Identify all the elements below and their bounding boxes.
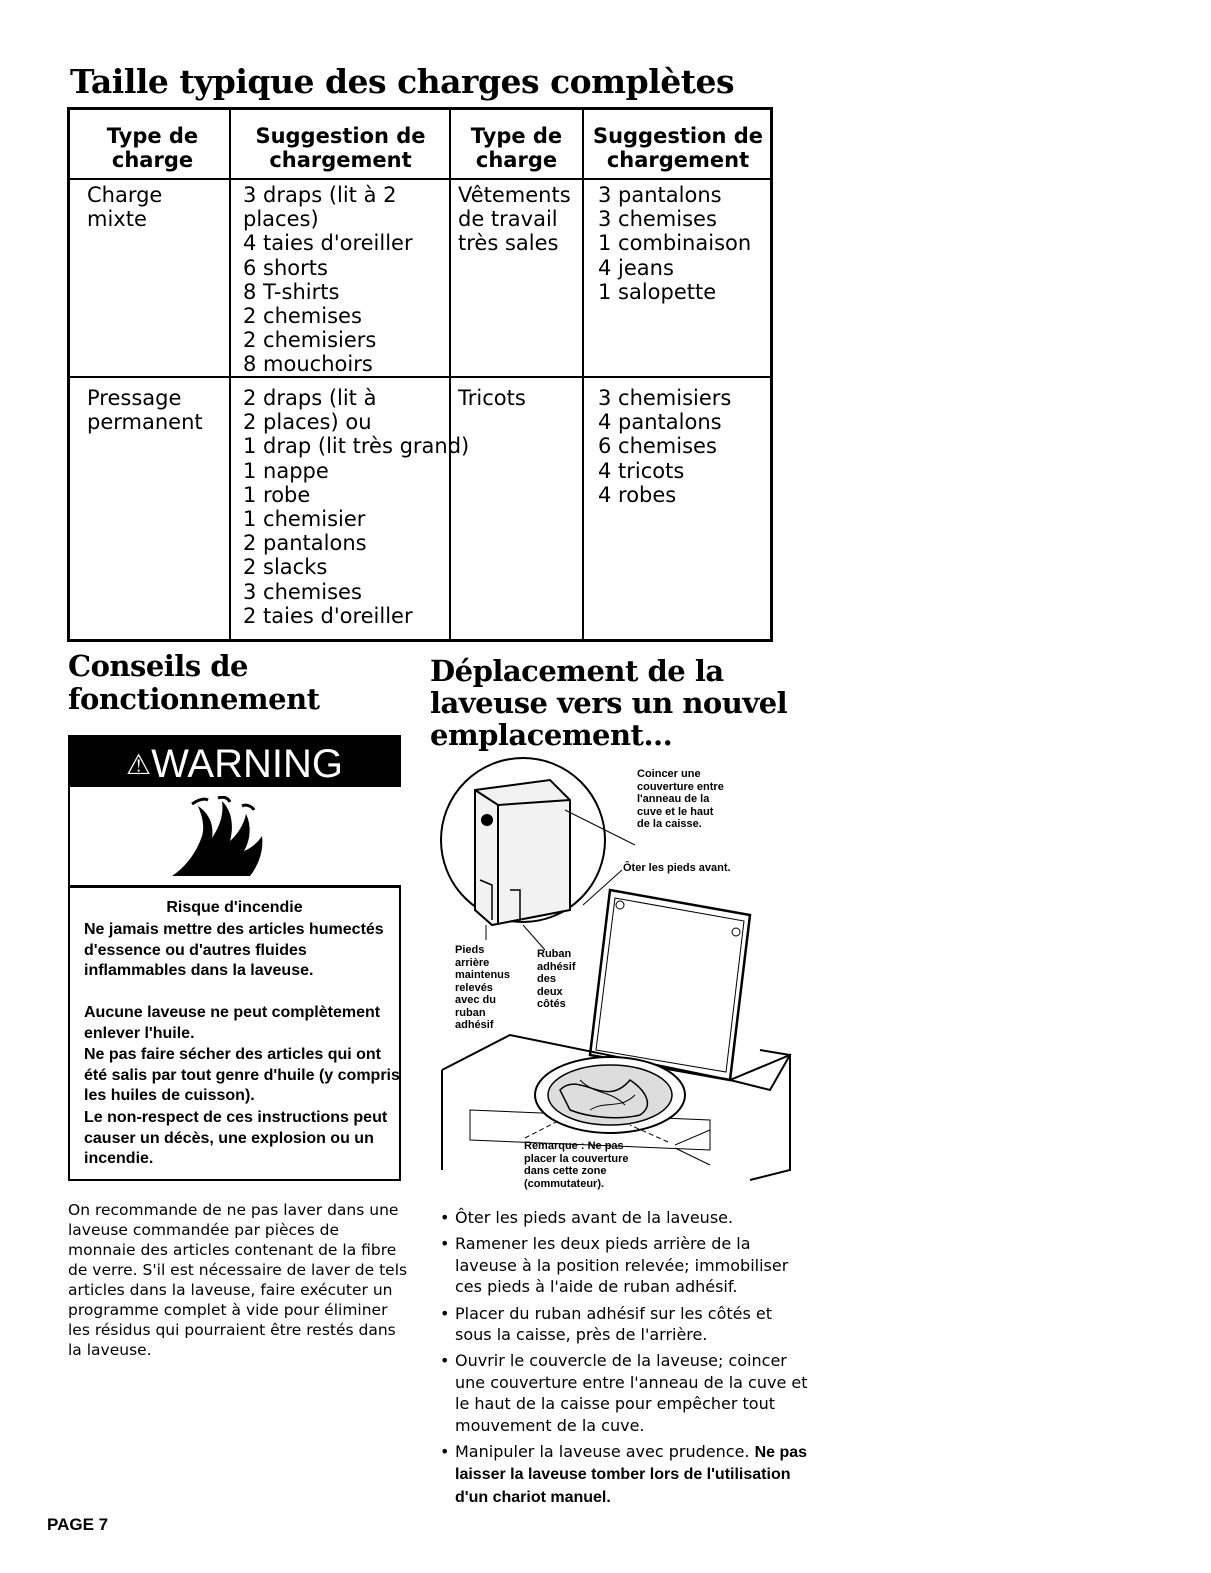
table-cell: Tricots bbox=[458, 386, 526, 410]
table-cell: Pressage permanent bbox=[87, 386, 203, 435]
callout-oter-pieds: Ôter les pieds avant. bbox=[623, 862, 731, 874]
table-cell: Vêtements de travail très sales bbox=[458, 183, 571, 256]
table-cell: 2 draps (lit à 2 places) ou 1 drap (lit très grand) 1 nappe 1 robe 1 chemisier 2 pantalons 2 slacks 3 chemises 2 taies d'oreiller bbox=[243, 386, 470, 628]
table-header: Type de charge bbox=[106, 124, 199, 173]
table-divider bbox=[70, 178, 770, 180]
section-title-conseils bbox=[68, 650, 320, 716]
warning-paragraph: Aucune laveuse ne peut complètement enlever l'huile. bbox=[84, 1004, 381, 1042]
table-header: Suggestion de chargement bbox=[592, 124, 764, 173]
list-item-text: Ôter les pieds avant de la laveuse. bbox=[455, 1208, 734, 1227]
list-item-text: Ramener les deux pieds arrière de la laveuse à la position relevée; immobiliser ces pieds à l'aide de ruban adhésif. bbox=[455, 1234, 789, 1297]
list-item-text: Manipuler la laveuse avec prudence. bbox=[455, 1442, 750, 1462]
warning-label: WARNING bbox=[151, 742, 343, 786]
callout-remarque: Remarque : Ne pas placer la couverture dans cette zone (commutateur). bbox=[524, 1140, 629, 1190]
title-line: emplacement... bbox=[430, 718, 673, 752]
callout-coincer: Coincer une couverture entre l'anneau de la cuve et le haut de la caisse. bbox=[637, 768, 724, 830]
load-size-table bbox=[67, 107, 773, 642]
table-cell: 3 draps (lit à 2 places) 4 taies d'oreiller 6 shorts 8 T-shirts 2 chemises 2 chemisiers 8 mouchoirs bbox=[243, 183, 413, 377]
table-cell: Charge mixte bbox=[87, 183, 163, 232]
list-item: • Manipuler la laveuse avec prudence. Ne pas laisser la laveuse tomber lors de l'utilisation d'un chariot manuel. bbox=[440, 1442, 808, 1506]
list-item-text: Placer du ruban adhésif sur les côtés et sous la caisse, près de l'arrière. bbox=[455, 1303, 773, 1345]
list-item: • Ramener les deux pieds arrière de la laveuse à la position relevée; immobiliser ces pieds à l'aide de ruban adhésif. bbox=[440, 1234, 789, 1297]
title-line: Déplacement de la bbox=[430, 654, 724, 688]
title-line: fonctionnement bbox=[68, 682, 320, 716]
table-cell: 3 pantalons 3 chemises 1 combinaison 4 jeans 1 salopette bbox=[598, 183, 752, 304]
title-line: Conseils de bbox=[68, 649, 248, 683]
table-divider bbox=[229, 110, 231, 639]
page-number: PAGE 7 bbox=[47, 1515, 109, 1534]
table-divider bbox=[582, 110, 584, 639]
instructions-list bbox=[440, 1207, 810, 1513]
warning-banner bbox=[68, 735, 401, 787]
table-header: Suggestion de chargement bbox=[255, 124, 426, 173]
warning-border bbox=[68, 787, 70, 887]
list-item-bold-text: Ne pas laisser la laveuse tomber lors de l'utilisation d'un chariot manuel. bbox=[455, 1444, 808, 1506]
table-divider bbox=[70, 376, 770, 378]
table-cell: 3 chemisiers 4 pantalons 6 chemises 4 tricots 4 robes bbox=[598, 386, 732, 507]
table-header: Type de charge bbox=[470, 124, 563, 173]
list-item-text: Ouvrir le couvercle de la laveuse; coincer une couverture entre l'anneau de la cuve et le haut de la caisse pour empêcher tout mouvement de la cuve. bbox=[455, 1351, 808, 1435]
recommendation-text: On recommande de ne pas laver dans une laveuse commandée par pièces de monnaie des articles contenant de la fibre de verre. S'il est nécessaire de laver de tels articles dans la laveuse, faire exécuter un programme complet à vide pour éliminer les résidus qui pourraient être restés dans la laveuse. bbox=[68, 1201, 408, 1359]
section-title-deplacement bbox=[430, 655, 800, 751]
warning-triangle-icon: ⚠ bbox=[126, 749, 152, 780]
list-item: • Ouvrir le couvercle de la laveuse; coincer une couverture entre l'anneau de la cuve et le haut de la caisse pour empêcher tout mouvement de la cuve. bbox=[440, 1351, 808, 1435]
title-line: laveuse vers un nouvel bbox=[430, 686, 788, 720]
page-title: Taille typique des charges complètes bbox=[70, 62, 735, 101]
warning-paragraph: Ne pas faire sécher des articles qui ont été salis par tout genre d'huile (y compris les huiles de cuisson). bbox=[84, 1046, 400, 1104]
risk-title: Risque d'incendie bbox=[166, 899, 303, 916]
list-item: • Ôter les pieds avant de la laveuse. bbox=[440, 1208, 734, 1227]
callout-pieds-arriere: Pieds arrière maintenus relevés avec du ruban adhésif bbox=[455, 944, 511, 1031]
warning-paragraph: Ne jamais mettre des articles humectés d'essence ou d'autres fluides inflammables dans la laveuse. bbox=[84, 921, 384, 979]
list-item: • Placer du ruban adhésif sur les côtés et sous la caisse, près de l'arrière. bbox=[440, 1303, 773, 1345]
fire-icon bbox=[172, 796, 282, 882]
callout-ruban: Ruban adhésif des deux côtés bbox=[537, 948, 576, 1010]
warning-paragraph: Le non-respect de ces instructions peut causer un décès, une explosion ou un incendie. bbox=[84, 1109, 388, 1167]
